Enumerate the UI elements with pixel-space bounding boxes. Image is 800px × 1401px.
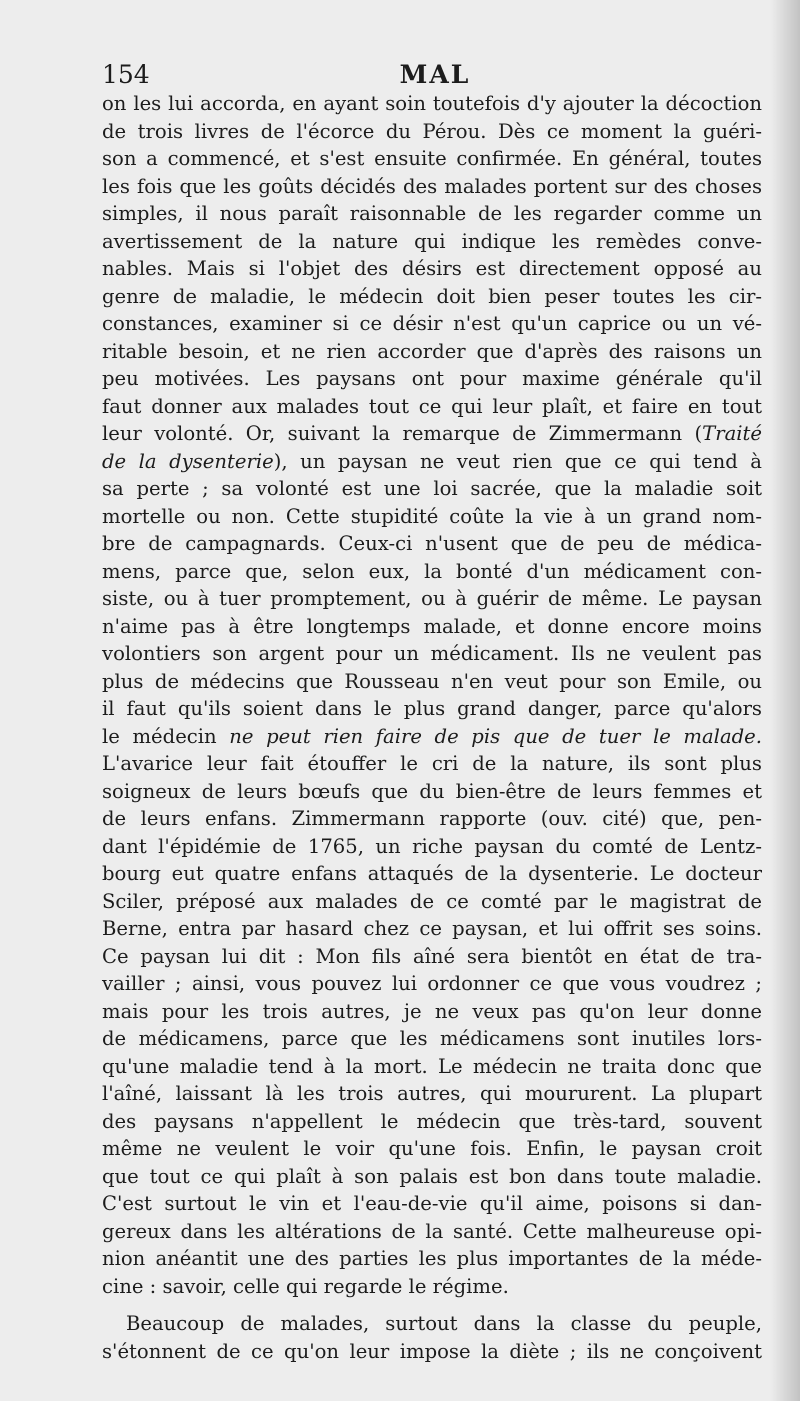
line-text: simples, il nous paraît raisonnable de les regarder comme un [102,202,762,225]
line-text: leur volonté. Or, suivant la remarque de Zimmermann ( [102,422,703,445]
text-line [102,338,762,366]
line-text: nables. Mais si l'objet des désirs est directement opposé au [102,257,762,280]
text-line [102,1108,762,1136]
page-gutter-shadow [770,0,800,1401]
text-line [102,255,762,283]
paragraph-2 [102,1310,762,1365]
text-line [102,448,762,476]
line-text: bourg eut quatre enfans attaqués de la dysenterie. Le docteur [102,862,762,885]
line-text: de trois livres de l'écorce du Pérou. Dès ce moment la guéri- [102,119,762,143]
line-text: on les lui accorda, en ayant soin toutefois d'y ajouter la décoction [102,92,762,115]
line-text: bre de campagnards. Ceux-ci n'usent que de peu de médica- [102,532,762,555]
line-text: constances, examiner si ce désir n'est qu'un caprice ou un vé- [102,312,762,335]
text-line [102,833,762,861]
text-line [102,1273,762,1301]
line-text: s'étonnent de ce qu'on leur impose la diète ; ils ne conçoivent [102,1339,762,1363]
text-line [102,860,762,888]
text-line [102,585,762,613]
line-text: Sciler, préposé aux malades de ce comté par le magistrat de [102,889,762,913]
text-line [102,805,762,833]
text-line [102,1218,762,1246]
line-text: mortelle ou non. Cette stupidité coûte la vie à un grand nom- [102,504,762,528]
text-line [102,778,762,806]
line-text: de leurs enfans. Zimmermann rapporte (ouv. cité) que, pen- [102,807,762,830]
line-text: cine : savoir, celle qui regarde le régime. [102,1274,509,1298]
page-number: 154 [102,60,150,89]
italic-text: ne peut rien faire de pis que de tuer le malade. [229,724,762,748]
line-text: plus de médecins que Rousseau n'en veut pour son Emile, ou [102,669,762,693]
line-text: vailler ; ainsi, vous pouvez lui ordonner ce que vous voudrez ; [102,972,762,995]
line-text-after: ), un paysan ne veut rien que ce qui tend à [273,449,762,473]
text-line [102,118,762,146]
line-text: gereux dans les altérations de la santé. Cette malheureuse opi- [102,1219,762,1243]
running-head: MAL [399,60,471,89]
line-text: des paysans n'appellent le médecin que très-tard, souvent [102,1109,762,1133]
text-line [102,475,762,503]
line-text: sa perte ; sa volonté est une loi sacrée, que la maladie soit [102,477,762,500]
paragraph-1 [102,90,762,1300]
text-line [102,1135,762,1163]
line-text: peu motivées. Les paysans ont pour maxime générale qu'il [102,367,762,390]
line-text: son a commencé, et s'est ensuite confirmée. En général, toutes [102,147,762,170]
text-line [102,145,762,173]
line-text: le médecin [102,724,230,748]
line-text: mens, parce que, selon eux, la bonté d'un médicament con- [102,559,762,583]
text-line [102,503,762,531]
text-line [102,723,762,751]
line-text: faut donner aux malades tout ce qui leur plaît, et faire en tout [102,394,762,418]
text-line [102,393,762,421]
line-text: même ne veulent le voir qu'une fois. Enfin, le paysan croit [102,1137,762,1160]
text-line [102,200,762,228]
text-line [102,1245,762,1273]
line-text: mais pour les trois autres, je ne veux pas qu'on leur donne [102,999,762,1023]
text-line [102,310,762,338]
text-line [102,915,762,943]
line-text: soigneux de leurs bœufs que du bien-être de leurs femmes et [102,779,762,803]
text-line [102,970,762,998]
line-text: avertissement de la nature qui indique les remèdes conve- [102,229,762,253]
text-line [102,1310,762,1338]
text-line [102,750,762,778]
text-line [102,613,762,641]
text-line [102,1338,762,1366]
line-text: Berne, entra par hasard chez ce paysan, et lui offrit ses soins. [102,917,762,940]
text-line [102,365,762,393]
line-text: C'est surtout le vin et l'eau-de-vie qu'il aime, poisons si dan- [102,1192,762,1215]
text-line [102,1053,762,1081]
line-text: siste, ou à tuer promptement, ou à guérir de même. Le paysan [102,587,762,610]
text-line [102,173,762,201]
text-line [102,530,762,558]
text-line [102,888,762,916]
line-text: L'avarice leur fait étouffer le cri de la nature, ils sont plus [102,752,762,775]
text-line [102,558,762,586]
text-line [102,1163,762,1191]
line-text: ritable besoin, et ne rien accorder que d'après des raisons un [102,339,762,363]
line-text: volontiers son argent pour un médicament. Ils ne veulent pas [102,642,762,665]
line-text: que tout ce qui plaît à son palais est bon dans toute maladie. [102,1164,762,1188]
text-line [102,998,762,1026]
italic-text: Traité [702,422,762,445]
text-line [102,90,762,118]
line-text: n'aime pas à être longtemps malade, et donne encore moins [102,614,762,638]
text-line [102,228,762,256]
text-line [102,668,762,696]
text-line [102,420,762,448]
line-text: dant l'épidémie de 1765, un riche paysan du comté de Lentz- [102,834,762,858]
text-line [102,1025,762,1053]
line-text: qu'une maladie tend à la mort. Le médecin ne traita donc que [102,1054,762,1078]
line-text: genre de maladie, le médecin doit bien peser toutes les cir- [102,284,762,308]
line-text: Beaucoup de malades, surtout dans la classe du peuple, [126,1312,762,1335]
italic-text: de la dysenterie [102,449,274,473]
page-header [102,58,768,92]
text-line [102,695,762,723]
text-line [102,943,762,971]
line-text: les fois que les goûts décidés des malades portent sur des choses [102,174,762,198]
line-text: de médicamens, parce que les médicamens sont inutiles lors- [102,1027,762,1050]
line-text: nion anéantit une des parties les plus importantes de la méde- [102,1247,762,1270]
line-text: Ce paysan lui dit : Mon fils aîné sera bientôt en état de tra- [102,944,762,968]
body-text [102,90,762,1365]
line-text: il faut qu'ils soient dans le plus grand danger, parce qu'alors [102,697,762,720]
text-line [102,640,762,668]
line-text: l'aîné, laissant là les trois autres, qui moururent. La plupart [102,1082,762,1105]
text-line [102,1190,762,1218]
text-line [102,283,762,311]
text-line [102,1080,762,1108]
